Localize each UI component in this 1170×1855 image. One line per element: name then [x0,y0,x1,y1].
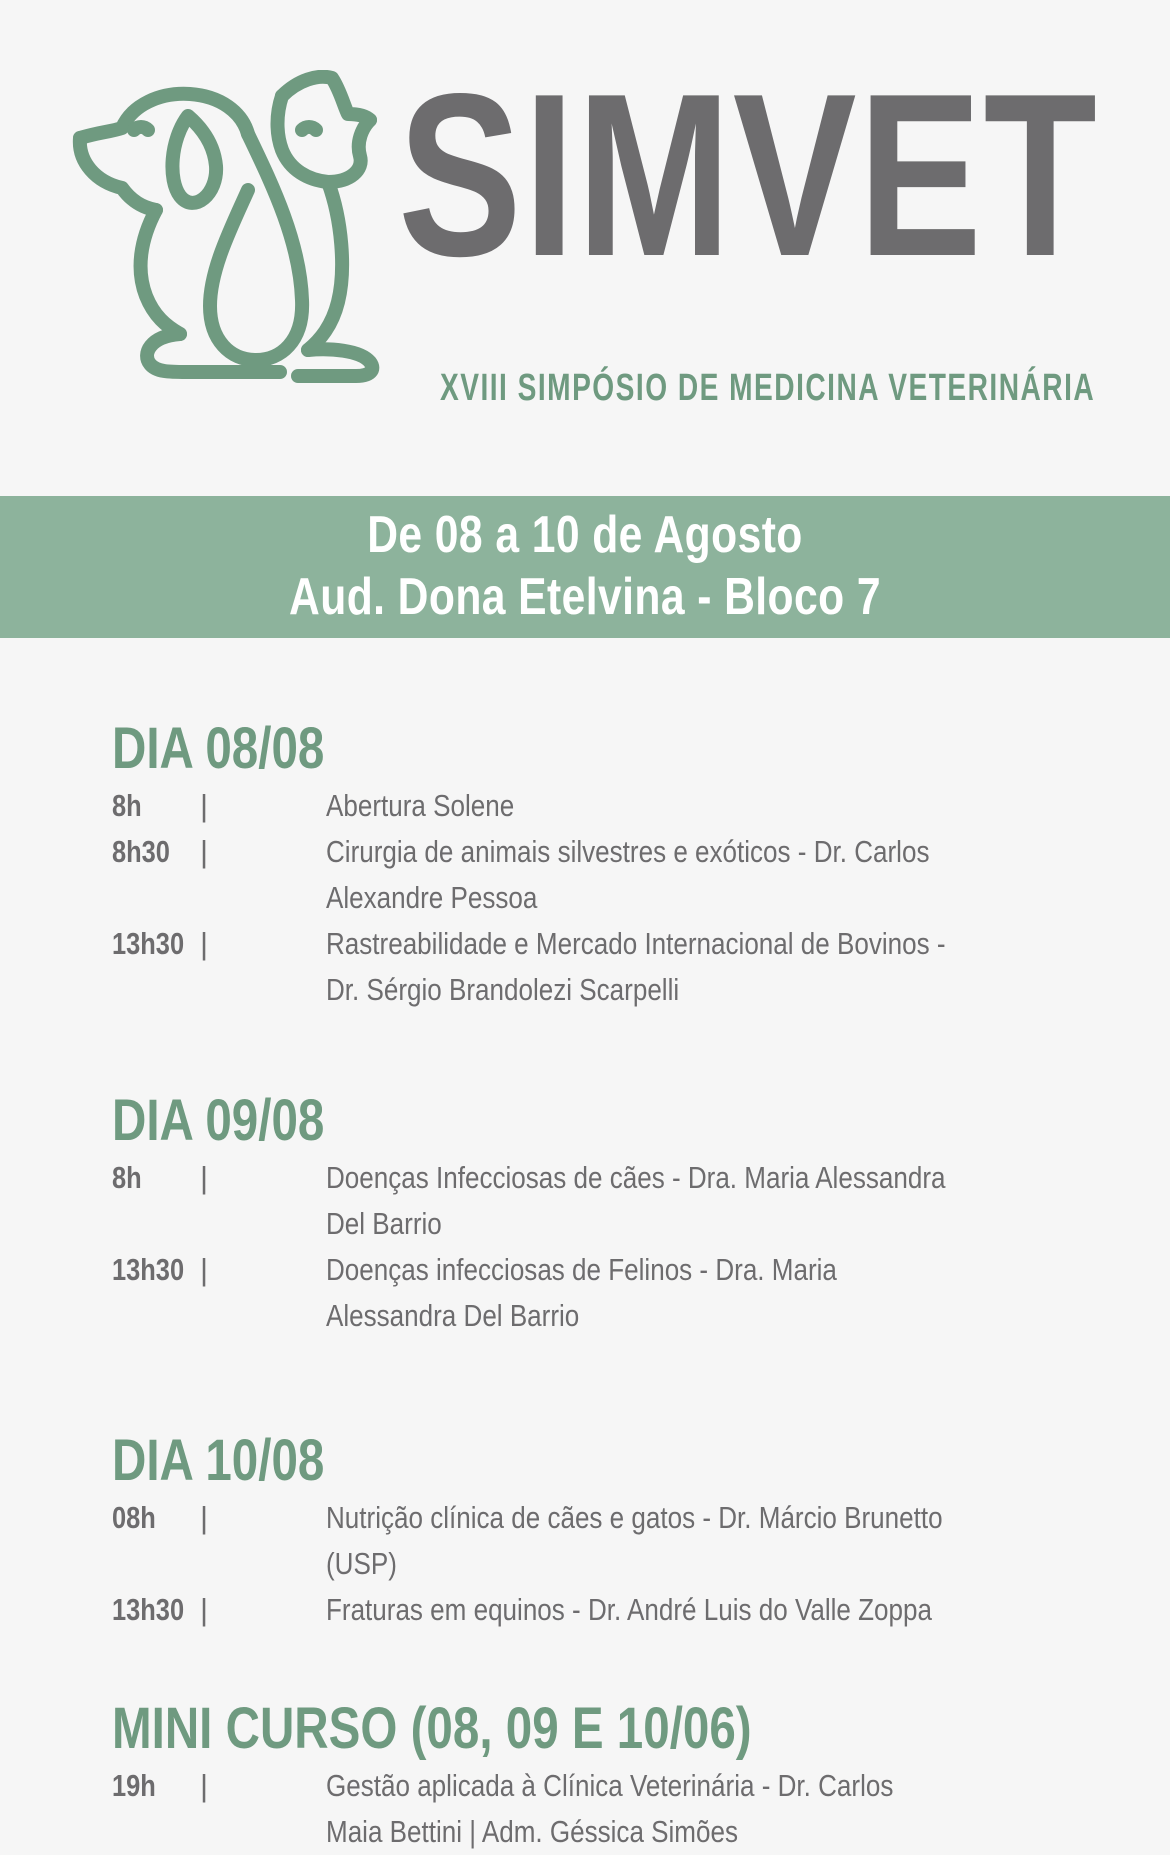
schedule-row [112,783,1072,829]
day-section [112,1427,1072,1633]
session-time: 8h30 [112,834,170,869]
separator: | [200,1768,209,1803]
schedule-row [112,1763,1072,1855]
spacer [112,1013,1072,1087]
session-time: 19h [112,1768,156,1803]
schedule-row [112,1495,1072,1587]
session-time: 8h [112,788,142,823]
day-title: MINI CURSO (08, 09 E 10/06) [112,1696,752,1761]
day-section [112,1087,1072,1339]
session-time: 08h [112,1500,156,1535]
session-title: Abertura Solene [326,788,515,823]
session-title: Nutrição clínica de cães e gatos - Dr. Márcio Brunetto (USP) [326,1500,943,1581]
schedule [112,715,1072,1855]
separator: | [200,1160,209,1195]
session-title: Fraturas em equinos - Dr. André Luis do Valle Zoppa [326,1592,932,1627]
event-subtitle: XVIII SIMPÓSIO DE MEDICINA VETERINÁRIA [440,367,1096,409]
schedule-row [112,1587,1072,1633]
separator: | [200,1592,209,1627]
session-time: 13h30 [112,926,185,961]
separator: | [200,1500,209,1535]
session-title: Cirurgia de animais silvestres e exóticos - Dr. Carlos Alexandre Pessoa [326,834,930,915]
brand-logotype: SIMVET [398,46,1099,305]
session-title: Doenças infecciosas de Felinos - Dra. Maria Alessandra Del Barrio [326,1252,837,1333]
day-title: DIA 08/08 [112,716,325,781]
schedule-row [112,1155,1072,1247]
date-location-banner [0,496,1170,638]
day-title: DIA 09/08 [112,1088,325,1153]
day-section [112,715,1072,1013]
spacer [112,1339,1072,1427]
event-dates: De 08 a 10 de Agosto [367,506,803,564]
spacer [112,1633,1072,1695]
header [0,0,1170,440]
event-location: Aud. Dona Etelvina - Bloco 7 [289,568,881,626]
session-time: 13h30 [112,1252,185,1287]
separator: | [200,926,209,961]
session-time: 13h30 [112,1592,185,1627]
session-title: Rastreabilidade e Mercado Internacional de Bovinos - Dr. Sérgio Brandolezi Scarpelli [326,926,946,1007]
separator: | [200,788,209,823]
session-title: Doenças Infecciosas de cães - Dra. Maria Alessandra Del Barrio [326,1160,946,1241]
separator: | [200,834,209,869]
session-title: Gestão aplicada à Clínica Veterinária - Dr. Carlos Maia Bettini | Adm. Géssica Simões [326,1768,894,1849]
dog-and-cat-outline-icon [70,70,450,420]
schedule-row [112,921,1072,1013]
session-time: 8h [112,1160,142,1195]
schedule-row [112,829,1072,921]
day-title: DIA 10/08 [112,1428,325,1493]
mini-course-section [112,1695,1072,1855]
separator: | [200,1252,209,1287]
schedule-row [112,1247,1072,1339]
